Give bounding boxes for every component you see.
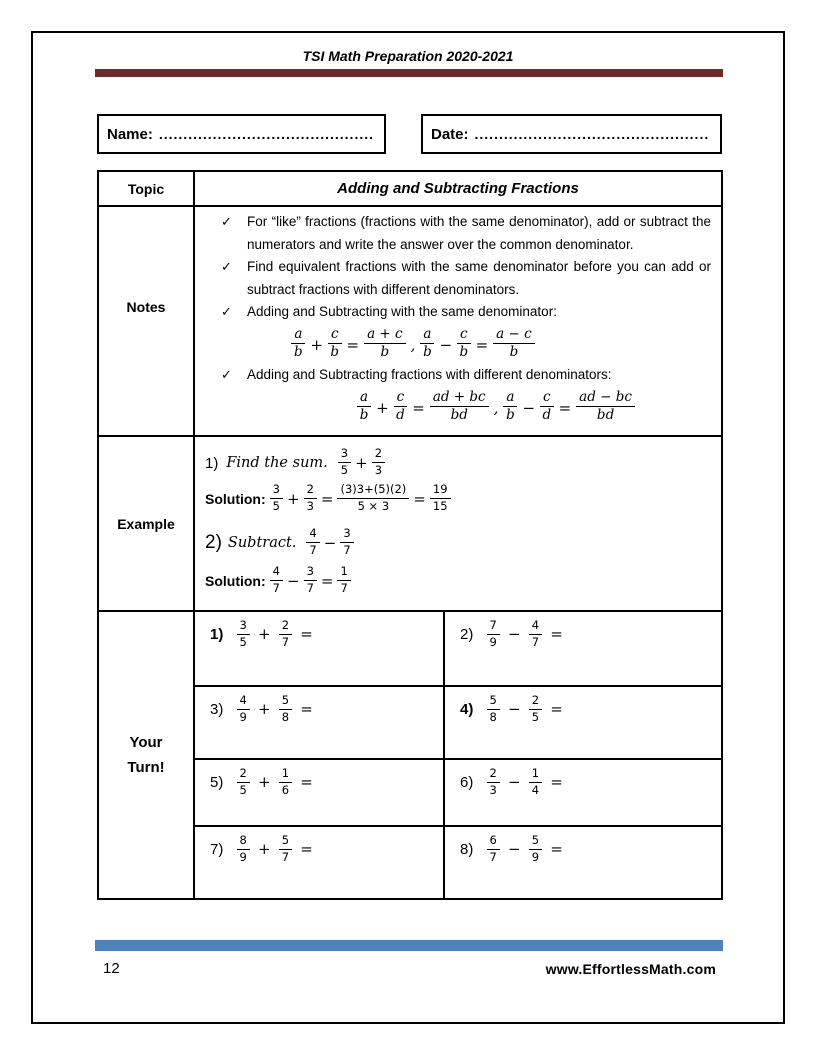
fraction: $\frac{5}{7}$ bbox=[279, 835, 292, 863]
fraction: $\frac{8}{9}$ bbox=[237, 835, 250, 863]
example-1-prompt: Find the sum. bbox=[226, 455, 328, 471]
note-bullet-2 bbox=[221, 256, 711, 301]
fraction: $\frac{1}{6}$ bbox=[279, 768, 292, 796]
problem-number: 1) bbox=[210, 625, 224, 643]
problem-8: 8) $\frac{6}{7}$ − $\frac{5}{9}$ = bbox=[460, 833, 563, 864]
fraction: $\frac{c}{d}$ bbox=[394, 391, 408, 423]
fraction: $\frac{a + c}{b}$ bbox=[364, 328, 406, 360]
notes-content bbox=[195, 207, 721, 437]
topic-title: Adding and Subtracting Fractions bbox=[195, 172, 721, 207]
example-1-problem: 1) Find the sum. 3 5 + $\frac{2}{3}$ bbox=[205, 449, 711, 477]
fraction: $\frac{3}{7}$ bbox=[304, 566, 317, 594]
problems-grid bbox=[195, 612, 721, 898]
note-text: Find equivalent fractions with the same denominator before you can add or subtract fractions with different denominators. bbox=[247, 259, 711, 297]
fraction: $\frac{4}{7}$ bbox=[529, 620, 542, 648]
fraction: $\frac{ad + bc}{bd}$ bbox=[430, 391, 489, 423]
fraction: $\frac{2}{3}$ bbox=[487, 768, 500, 796]
problem-4: 4) $\frac{5}{8}$ − $\frac{2}{5}$ = bbox=[445, 687, 721, 760]
note-text: For “like” fractions (fractions with the same denominator), add or subtract the numerators and write the answer over the common denominator. bbox=[247, 214, 711, 252]
different-denominator-formula: a b + $\frac{c}{d}$ = $\frac{ad + bc}{bd}$ , a b − $\frac{c}{d}$ = $\frac{ad - bc}{bd}$ bbox=[221, 392, 711, 424]
fraction: $\frac{2}{3}$ bbox=[304, 484, 317, 512]
your-turn-line2: Turn! bbox=[127, 759, 165, 776]
name-fill-line: ............................................ bbox=[158, 126, 375, 142]
example-content bbox=[195, 437, 721, 612]
fraction: a b bbox=[357, 391, 371, 423]
check-icon: ✓ bbox=[221, 214, 232, 229]
problem-number: 5) bbox=[210, 773, 224, 791]
fraction: a b bbox=[420, 328, 434, 360]
example-2-number: 2) bbox=[205, 532, 222, 553]
note-bullet-4 bbox=[221, 364, 711, 387]
fraction: a b bbox=[503, 391, 517, 423]
problem-number: 2) bbox=[460, 625, 474, 643]
page-number: 12 bbox=[103, 960, 120, 977]
note-text: Adding and Subtracting with the same denominator: bbox=[247, 304, 557, 320]
document-title: TSI Math Preparation 2020-2021 bbox=[302, 48, 514, 64]
fraction: $\frac{c}{d}$ bbox=[540, 391, 554, 423]
fraction: $\frac{5}{8}$ bbox=[279, 695, 292, 723]
example-2-solution: Solution: 4 7 − $\frac{3}{7}$ = $\frac{1}{7}$ bbox=[205, 567, 711, 595]
problem-3: 3) $\frac{4}{9}$ + $\frac{5}{8}$ = bbox=[195, 687, 445, 760]
fraction: $\frac{4}{9}$ bbox=[237, 695, 250, 723]
fraction: $\frac{1}{7}$ bbox=[337, 566, 350, 594]
problem-number: 3) bbox=[210, 700, 224, 718]
fraction: $\frac{3}{7}$ bbox=[340, 528, 353, 556]
fraction: $\frac{2}{5}$ bbox=[237, 768, 250, 796]
footer-rule bbox=[95, 940, 723, 951]
same-denominator-formula: a b + $\frac{c}{b}$ = $\frac{a + c}{b}$ , a b − $\frac{c}{b}$ = $\frac{a - c}{b}$ bbox=[221, 329, 711, 361]
fraction: $\frac{3}{5}$ bbox=[237, 620, 250, 648]
fraction: $\frac{c}{b}$ bbox=[328, 328, 342, 360]
problem-number: 8) bbox=[460, 840, 474, 858]
example-1-solution: Solution: 3 5 + $\frac{2}{3}$ = $\frac{(3)3+(5)(2)}{5 \times 3}$ = $\frac{19}{15}$ bbox=[205, 485, 711, 513]
check-icon: ✓ bbox=[221, 366, 232, 382]
example-2-prompt: Subtract. bbox=[227, 535, 297, 551]
solution-label: Solution: bbox=[205, 573, 266, 589]
note-bullet-1 bbox=[221, 211, 711, 256]
fraction: 4 7 bbox=[270, 566, 283, 594]
name-label: Name: bbox=[107, 125, 153, 143]
fraction: $\frac{5}{8}$ bbox=[487, 695, 500, 723]
fraction: $\frac{5}{9}$ bbox=[529, 835, 542, 863]
problem-7: 7) $\frac{8}{9}$ + $\frac{5}{7}$ = bbox=[195, 827, 445, 898]
check-icon: ✓ bbox=[221, 304, 232, 320]
problem-number: 4) bbox=[460, 700, 474, 718]
fraction: 3 5 bbox=[338, 448, 351, 476]
problem-1: 1) $\frac{3}{5}$ + $\frac{2}{7}$ = bbox=[195, 612, 445, 687]
fraction: $\frac{19}{15}$ bbox=[430, 484, 451, 512]
fraction: $\frac{1}{4}$ bbox=[529, 768, 542, 796]
fraction: $\frac{c}{b}$ bbox=[457, 328, 471, 360]
fraction: 4 7 bbox=[306, 528, 319, 556]
fraction: $\frac{a - c}{b}$ bbox=[493, 328, 535, 360]
problem-6: 6) $\frac{2}{3}$ − $\frac{1}{4}$ = bbox=[445, 760, 721, 827]
fraction: 3 5 bbox=[270, 484, 283, 512]
note-bullet-3 bbox=[221, 301, 711, 324]
your-turn-header-cell bbox=[99, 612, 195, 898]
problem-5: 5) $\frac{2}{5}$ + $\frac{1}{6}$ = bbox=[195, 760, 445, 827]
date-fill-line: ................................................ bbox=[474, 126, 710, 142]
problem-number: 6) bbox=[460, 773, 474, 791]
your-turn-line1: Your bbox=[129, 734, 163, 751]
example-header-cell: Example bbox=[99, 437, 195, 612]
example-2-problem: 2) Subtract. 4 7 − $\frac{3}{7}$ bbox=[205, 529, 711, 557]
fraction: $\frac{(3)3+(5)(2)}{5 \times 3}$ bbox=[337, 484, 409, 512]
date-label: Date: bbox=[431, 125, 469, 143]
header-rule bbox=[95, 69, 723, 77]
fraction: $\frac{2}{3}$ bbox=[372, 448, 385, 476]
check-icon: ✓ bbox=[221, 259, 232, 275]
fraction: $\frac{2}{7}$ bbox=[279, 620, 292, 648]
date-field-box bbox=[421, 114, 722, 154]
worksheet-table bbox=[97, 170, 723, 900]
topic-header-cell: Topic bbox=[99, 172, 195, 207]
note-text: Adding and Subtracting fractions with different denominators: bbox=[247, 366, 612, 382]
notes-header-cell: Notes bbox=[99, 207, 195, 437]
fraction: a b bbox=[291, 328, 305, 360]
fraction: $\frac{7}{9}$ bbox=[487, 620, 500, 648]
fraction: $\frac{2}{5}$ bbox=[529, 695, 542, 723]
example-1-number: 1) bbox=[205, 454, 219, 472]
problem-2: 2) $\frac{7}{9}$ − $\frac{4}{7}$ = bbox=[445, 612, 721, 687]
name-field-box bbox=[97, 114, 386, 154]
solution-label: Solution: bbox=[205, 491, 266, 507]
fraction: $\frac{6}{7}$ bbox=[487, 835, 500, 863]
problem-number: 7) bbox=[210, 840, 224, 858]
website-link: www.EffortlessMath.com bbox=[545, 961, 716, 977]
fraction: $\frac{ad - bc}{bd}$ bbox=[576, 391, 635, 423]
